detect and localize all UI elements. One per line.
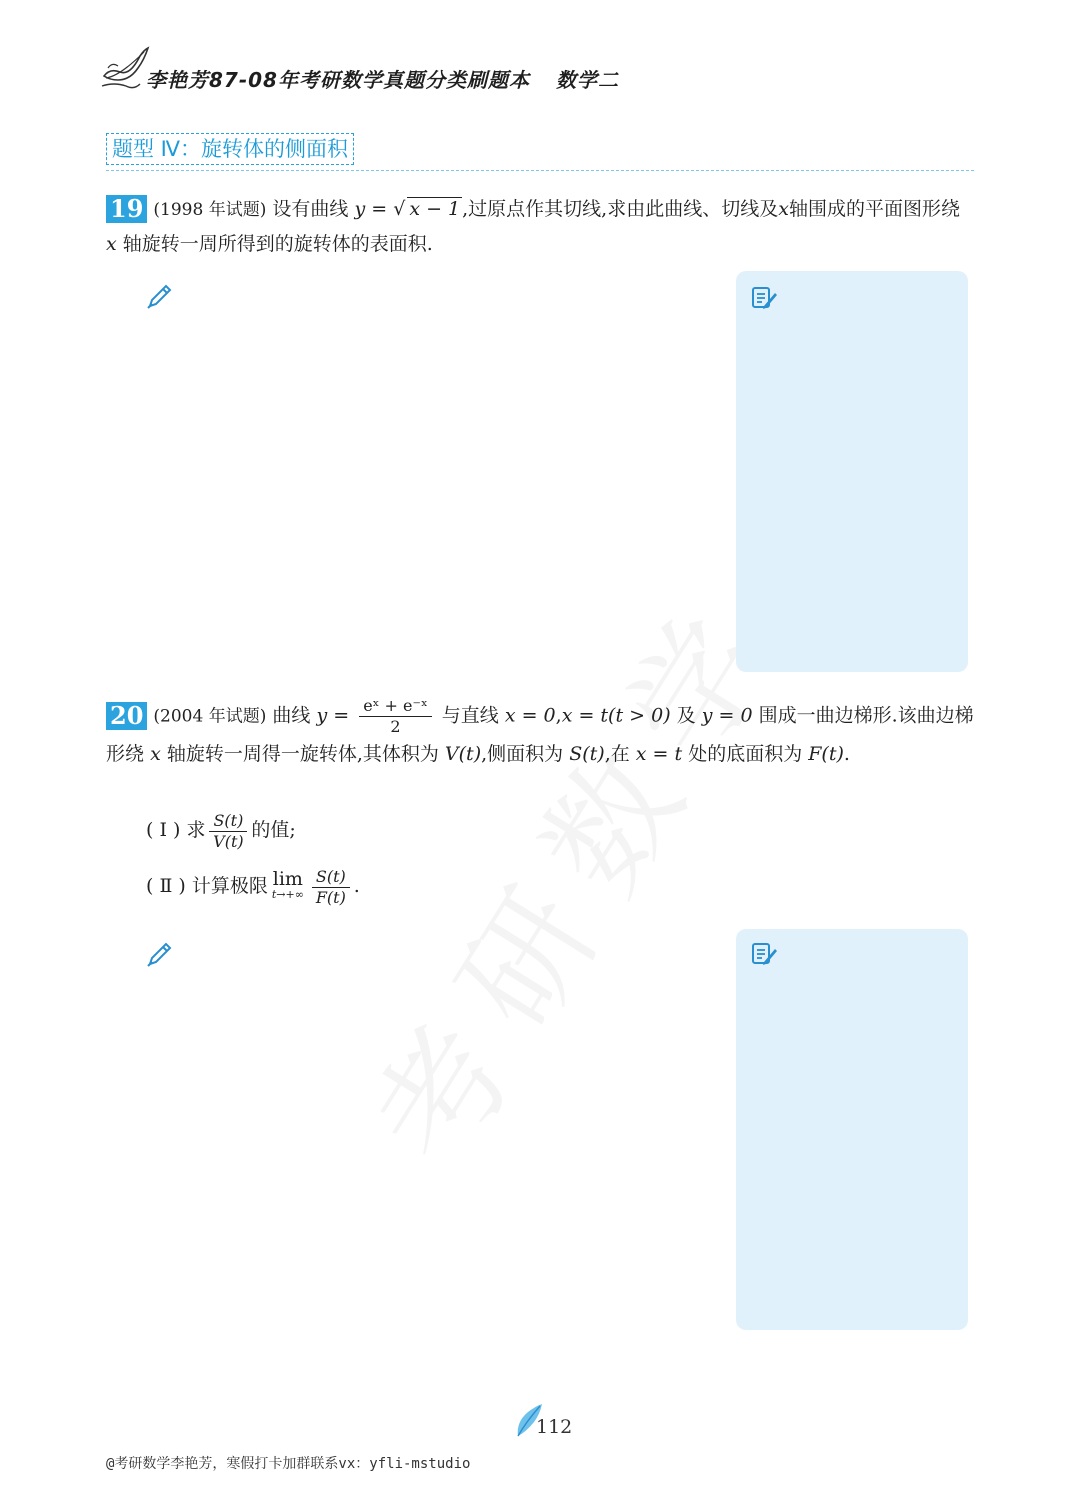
notes-panel [736, 929, 968, 1330]
limit-symbol: lim [272, 868, 303, 890]
condition: x = 0 [504, 704, 556, 727]
problem-number-badge: 20 [106, 702, 147, 730]
sub-question-label: ( Ⅰ ) 求 [146, 819, 206, 841]
problem-text: ,在 [604, 743, 630, 765]
fraction-numerator: eˣ + e⁻ˣ [359, 696, 432, 717]
problem-text: 曲线 [272, 704, 311, 727]
sub-question-text: . [353, 875, 360, 897]
problem-20 [106, 696, 976, 771]
problem-text: 处的底面积为 [688, 743, 803, 765]
problem-text: 设有曲线 [272, 198, 349, 220]
problem-text: 与直线 [441, 704, 499, 727]
problem-text: ,侧面积为 [481, 743, 564, 765]
problem-text: . [843, 743, 850, 765]
problem-year: (2004 年试题) [153, 706, 267, 727]
sqrt-expression: x − 1 [409, 198, 461, 220]
sub-question-label: ( Ⅱ ) 计算极限 [146, 875, 268, 897]
base-area-function: F(t) [808, 743, 844, 765]
sub-question-text: 的值; [251, 819, 296, 841]
problem-text: 围成一曲边梯形.该曲边梯形绕 [106, 704, 974, 765]
problem-text: 轴旋转一周得一旋转体,其体积为 [166, 743, 439, 765]
notepad-icon [750, 284, 778, 310]
limit-subscript: t→+∞ [271, 888, 304, 901]
problem-year: (1998 年试题) [153, 200, 267, 220]
book-title: 李艳芳87-08年考研数学真题分类刷题本 [146, 68, 530, 92]
problem-text: 轴围成的平面图形绕 [788, 198, 960, 220]
condition: y = 0 [701, 704, 753, 727]
section-heading: 题型 Ⅳ：旋转体的侧面积 [106, 133, 354, 165]
header-title [146, 64, 619, 93]
fraction-denominator: F(t) [315, 887, 346, 907]
equation-lhs: y = [316, 704, 350, 727]
fraction-denominator: 2 [390, 717, 401, 736]
problem-text: ,过原点作其切线,求由此曲线、切线及 [462, 198, 779, 220]
limit-operator [271, 868, 304, 903]
problem-19: 19 (1998 年试题) 设有曲线 y = √ x − 1 ,过原点作其切线,求由此曲线、切线及x轴围成的平面图形绕 x 轴旋转一周所得到的旋转体的表面积. [106, 194, 960, 255]
fraction-numerator: S(t) [209, 811, 247, 832]
fraction-denominator: V(t) [213, 831, 244, 851]
section-divider [106, 170, 974, 171]
condition: x = t [635, 743, 683, 765]
separator: , [555, 704, 562, 727]
sub-question-1 [146, 810, 296, 852]
subject-label: 数学二 [555, 68, 619, 92]
equation-lhs: y = [354, 198, 388, 220]
notes-panel [736, 271, 968, 672]
feather-quill-logo-icon [100, 46, 152, 94]
condition: x = t(t > 0) [561, 704, 671, 727]
fraction [359, 696, 432, 737]
sub-question-2 [146, 866, 360, 908]
fraction-numerator: S(t) [312, 867, 350, 888]
footer-credit: @考研数学李艳芳，寒假打卡加群联系vx：yfli-mstudio [106, 1456, 471, 1472]
volume-function: V(t) [444, 743, 482, 765]
page-number: 112 [536, 1416, 573, 1438]
problem-text: 轴旋转一周所得到的旋转体的表面积. [122, 233, 433, 255]
variable: x [778, 198, 789, 220]
variable: x [106, 233, 117, 255]
fraction [312, 867, 350, 908]
surface-function: S(t) [569, 743, 605, 765]
variable: x [150, 743, 161, 765]
notepad-icon [750, 940, 778, 966]
pen-icon [146, 282, 174, 310]
fraction [209, 811, 247, 852]
problem-number-badge: 19 [106, 195, 147, 223]
problem-text: 及 [676, 704, 696, 727]
pen-icon [146, 940, 174, 968]
